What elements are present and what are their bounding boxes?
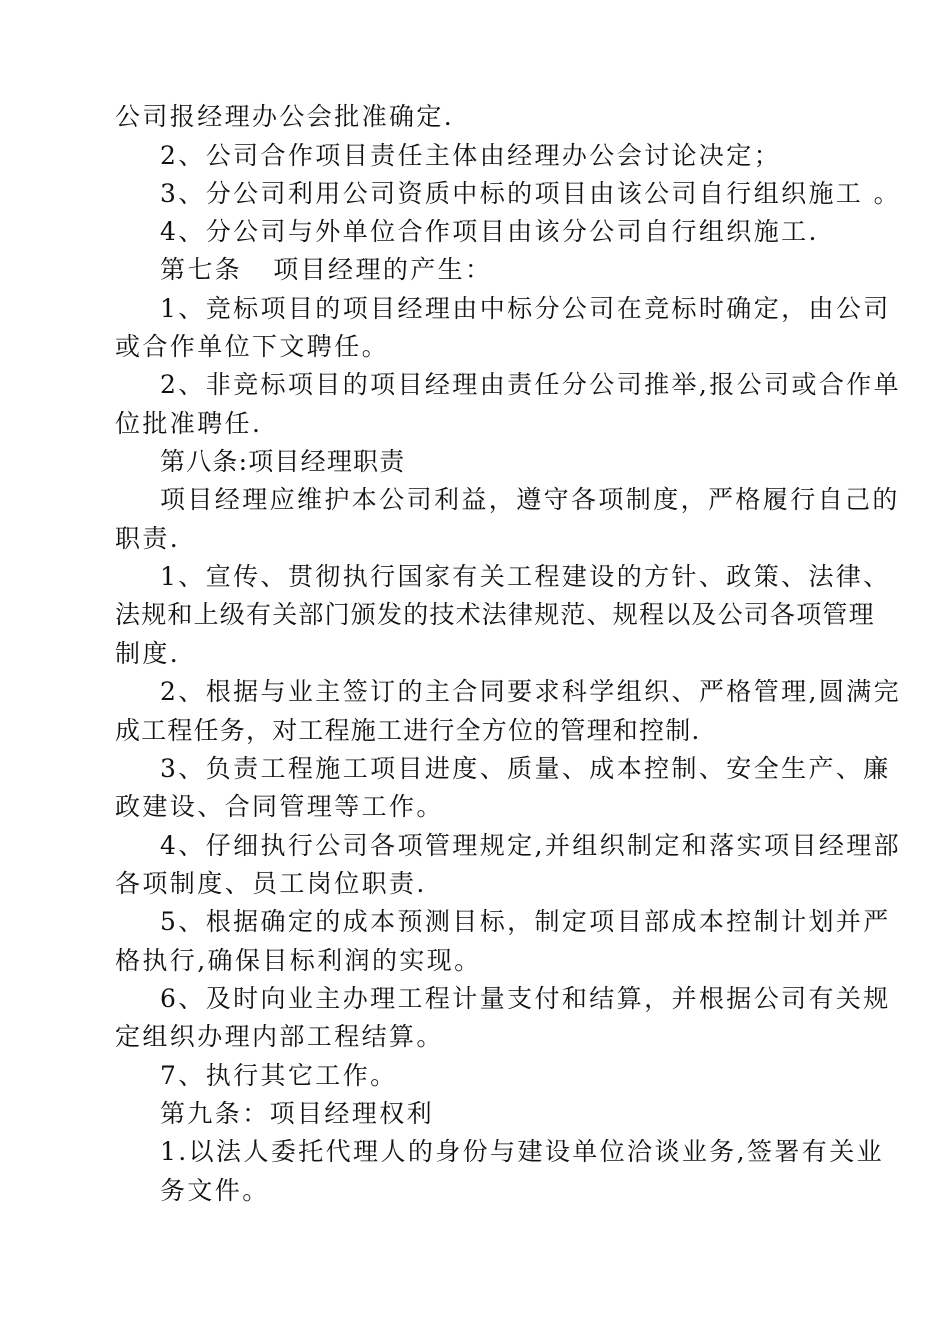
text-line: 6、及时向业主办理工程计量支付和结算，并根据公司有关规 — [160, 984, 891, 1013]
text-line: 政建设、合同管理等工作。 — [115, 792, 444, 821]
text-line: 1.以法人委托代理人的身份与建设单位洽谈业务,签署有关业 — [160, 1137, 885, 1166]
text-line: 7、执行其它工作。 — [160, 1061, 398, 1090]
text-line: 3、分公司利用公司资质中标的项目由该公司自行组织施工 。 — [160, 179, 902, 208]
text-line: 各项制度、员工岗位职责. — [115, 869, 427, 898]
section-heading: 第八条:项目经理职责 — [160, 447, 406, 476]
text-line: 5、根据确定的成本预测目标，制定项目部成本控制计划并严 — [160, 907, 891, 936]
text-line: 4、分公司与外单位合作项目由该分公司自行组织施工. — [160, 217, 819, 246]
text-line: 法规和上级有关部门颁发的技术法律规范、规程以及公司各项管理 — [115, 600, 875, 629]
text-line: 1、竞标项目的项目经理由中标分公司在竞标时确定，由公司 — [160, 294, 891, 323]
text-line: 位批准聘任. — [115, 409, 263, 438]
text-line: 项目经理应维护本公司利益，遵守各项制度，严格履行自己的 — [160, 485, 900, 514]
section-heading: 第九条：项目经理权利 — [160, 1099, 435, 1128]
text-line: 或合作单位下文聘任。 — [115, 332, 390, 361]
text-line: 务文件。 — [160, 1176, 270, 1205]
text-line: 2、公司合作项目责任主体由经理办公会讨论决定； — [160, 141, 782, 170]
text-line: 定组织办理内部工程结算。 — [115, 1022, 444, 1051]
text-line: 2、根据与业主签订的主合同要求科学组织、严格管理,圆满完 — [160, 677, 902, 706]
text-line: 成工程任务，对工程施工进行全方位的管理和控制. — [115, 716, 701, 745]
text-line: 格执行,确保目标利润的实现。 — [115, 946, 482, 975]
text-line: 3、负责工程施工项目进度、质量、成本控制、安全生产、廉 — [160, 754, 891, 783]
section-heading: 第七条 项目经理的产生： — [160, 255, 493, 284]
text-line: 制度. — [115, 639, 181, 668]
text-line: 1、宣传、贯彻执行国家有关工程建设的方针、政策、法律、 — [160, 562, 891, 591]
text-line: 公司报经理办公会批准确定. — [115, 102, 455, 131]
text-line: 职责. — [115, 524, 181, 553]
text-line: 4、仔细执行公司各项管理规定,并组织制定和落实项目经理部 — [160, 831, 902, 860]
text-line: 2、非竞标项目的项目经理由责任分公司推举,报公司或合作单 — [160, 370, 902, 399]
